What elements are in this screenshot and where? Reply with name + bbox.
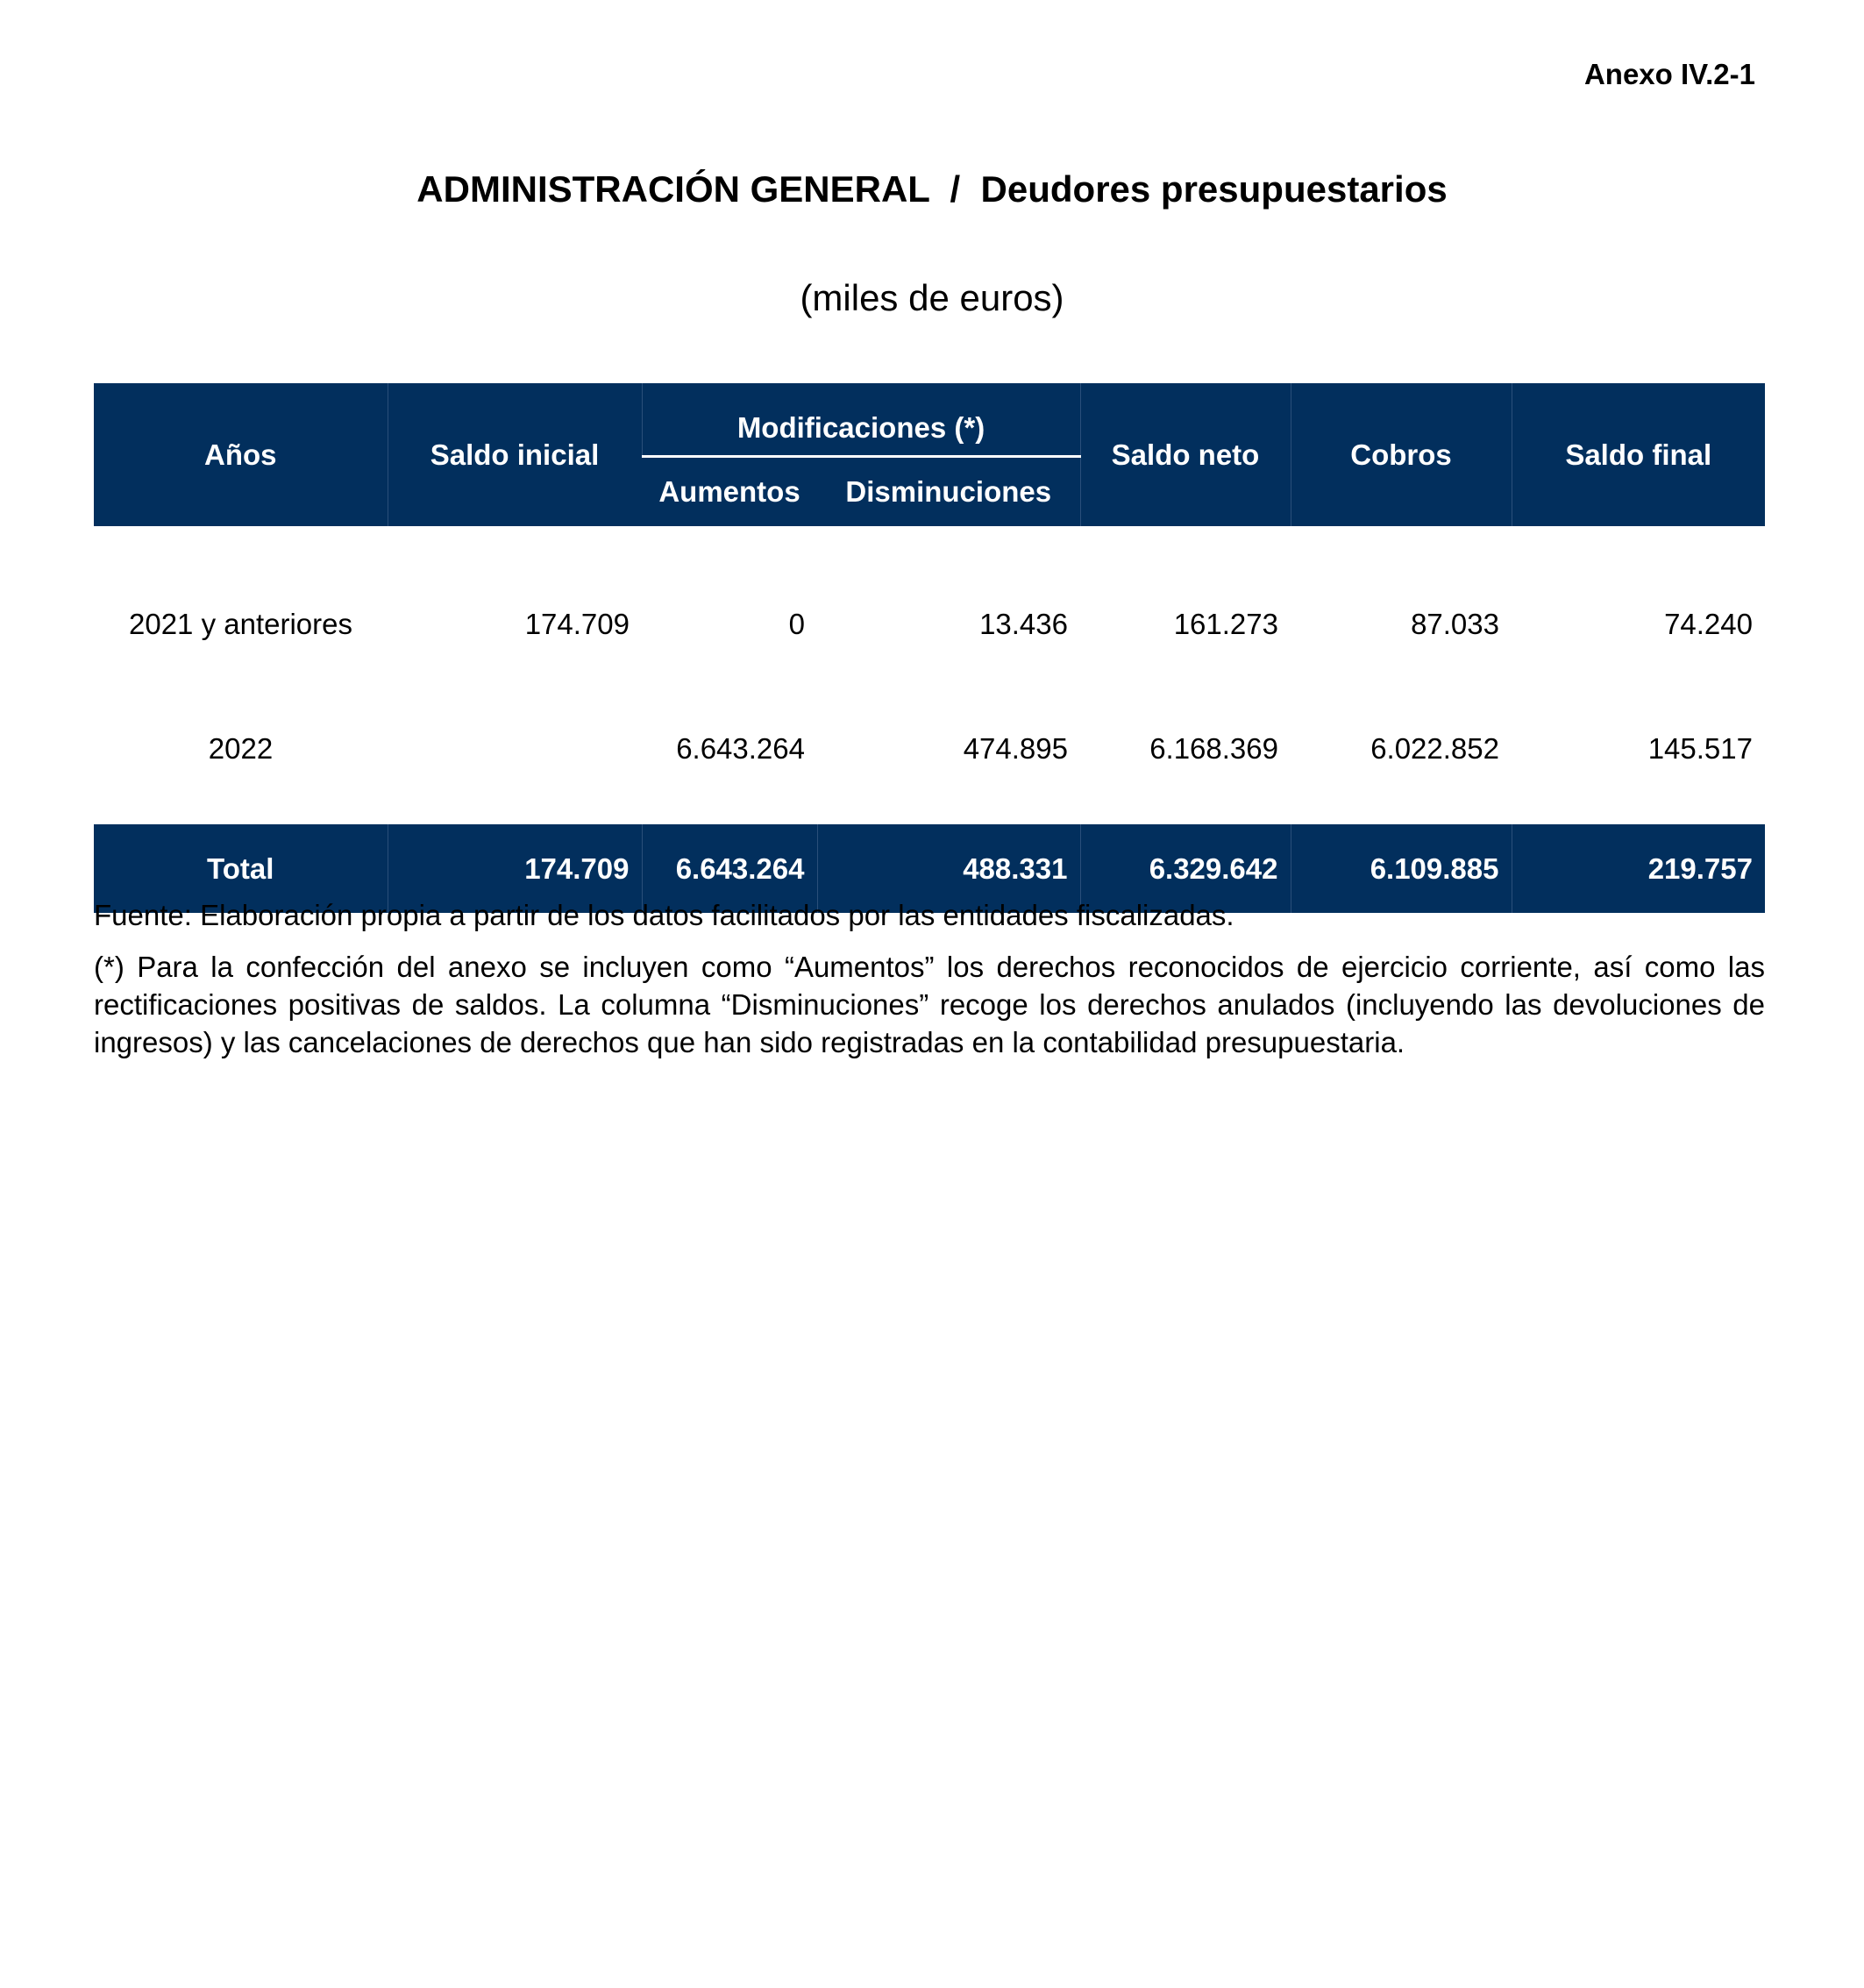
cell-collections: 6.022.852: [1370, 732, 1499, 765]
table-row: [94, 688, 1765, 810]
total-increases: 6.643.264: [642, 824, 817, 913]
cell-collections: 87.033: [1411, 608, 1499, 640]
column-header-collections: Cobros: [1291, 383, 1512, 526]
cell-final-balance: 145.517: [1647, 732, 1753, 765]
total-decreases: 488.331: [817, 824, 1080, 913]
total-label: Total: [94, 824, 388, 913]
column-header-modifications: [642, 383, 1080, 457]
table-row: [94, 561, 1765, 688]
table-header-row: [94, 383, 1765, 457]
cell-final-balance: 74.240: [1664, 608, 1753, 640]
debtors-table: [94, 383, 1765, 913]
column-header-years: Años: [94, 383, 388, 526]
column-header-final-balance: Saldo final: [1512, 383, 1765, 526]
cell-year: 2022: [208, 732, 274, 765]
source-note: Fuente: Elaboración propia a partir de los datos facilitados por las entidades fiscalizadas.: [94, 899, 1234, 931]
units-subtitle: (miles de euros): [800, 277, 1064, 318]
modifications-label: Modificaciones (*): [736, 411, 985, 444]
total-initial-balance: 174.709: [388, 824, 642, 913]
column-header-initial-balance: Saldo inicial: [388, 383, 642, 526]
cell-decreases: 474.895: [963, 732, 1068, 765]
cell-decreases: 13.436: [979, 608, 1068, 640]
cell-initial-balance: 174.709: [524, 608, 630, 640]
cell-net-balance: 161.273: [1173, 608, 1278, 640]
table-spacer: [94, 810, 1765, 824]
cell-year: 2021 y anteriores: [129, 608, 352, 640]
table-spacer: [94, 526, 1765, 561]
total-collections: 6.109.885: [1291, 824, 1512, 913]
page-title: ADMINISTRACIÓN GENERAL / Deudores presupuestarios: [416, 168, 1448, 210]
cell-increases: 0: [788, 608, 805, 640]
column-header-decreases: Disminuciones: [817, 457, 1080, 527]
cell-increases: 6.643.264: [676, 732, 805, 765]
column-header-increases: Aumentos: [642, 457, 817, 527]
annex-label: Anexo IV.2-1: [1583, 58, 1755, 90]
cell-net-balance: 6.168.369: [1149, 732, 1278, 765]
notes-section: [94, 896, 1765, 1061]
total-net-balance: 6.329.642: [1080, 824, 1291, 913]
cell-initial-balance: [388, 688, 642, 810]
footnote: (*) Para la confección del anexo se incluyen como “Aumentos” los derechos reconocidos de ejercicio corriente, así como las rectificaciones positivas de saldos. La columna “Disminuciones” recoge los derechos anulados (incluyendo las devoluciones de ingresos) y las cancelaciones de derechos que han sido registradas en la contabilidad presupuestaria.: [94, 951, 1765, 1058]
column-header-net-balance: Saldo neto: [1080, 383, 1291, 526]
total-final-balance: 219.757: [1512, 824, 1765, 913]
